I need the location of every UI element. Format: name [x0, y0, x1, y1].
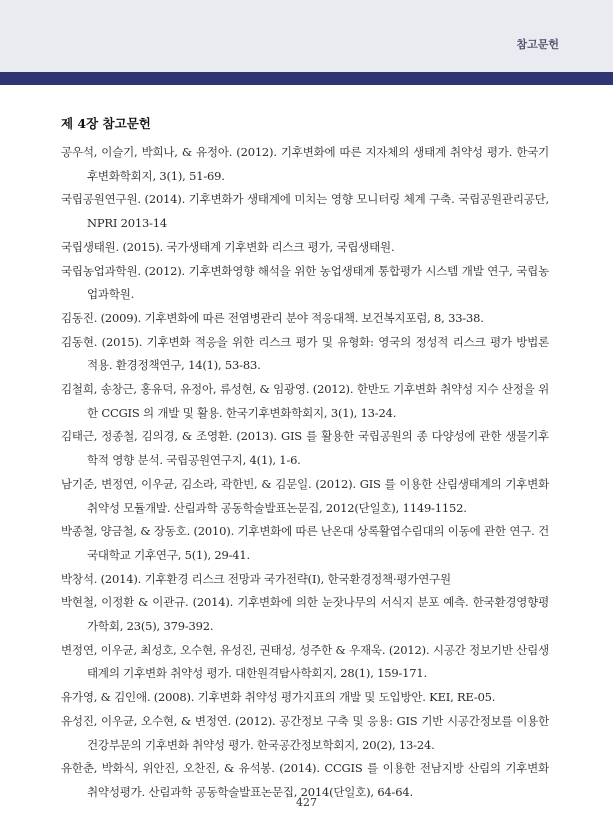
- main-content: [61, 112, 549, 805]
- reference-list: [61, 141, 549, 805]
- header-band: [0, 0, 613, 72]
- reference-item: 공우석, 이슬기, 박희나, & 유정아. (2012). 기후변화에 따른 지자체의 생태계 취약성 평가. 한국기후변화학회지, 3(1), 51-69.: [61, 145, 549, 183]
- reference-item: 김철희, 송창근, 홍유덕, 유정아, 류성현, & 임광영. (2012). 한반도 기후변화 취약성 지수 산정을 위한 CCGIS 의 개발 및 활용. 한국기후변화학회지, 3(1), 13-24.: [61, 382, 549, 420]
- reference-item: 국립생태원. (2015). 국가생태계 기후변화 리스크 평가, 국립생태원.: [61, 239, 395, 254]
- header-rule: [0, 72, 613, 85]
- reference-item: 국립공원연구원. (2014). 기후변화가 생태계에 미치는 영향 모니터링 체계 구축. 국립공원관리공단, NPRI 2013-14: [61, 192, 549, 231]
- reference-item: 박종철, 양금철, & 장동호. (2010). 기후변화에 따른 난온대 상록활엽수림대의 이동에 관한 연구. 건국대학교 기후연구, 5(1), 29-41.: [61, 524, 549, 562]
- reference-item: 유가영, & 김인애. (2008). 기후변화 취약성 평가지표의 개발 및 도입방안. KEI, RE-05.: [61, 690, 496, 705]
- reference-item: 국립농업과학원. (2012). 기후변화영향 해석을 위한 농업생태계 통합평가 시스템 개발 연구, 국립농업과학원.: [61, 263, 549, 302]
- reference-item: 남기준, 변정연, 이우균, 김소라, 곽한빈, & 김문일. (2012). GIS 를 이용한 산림생태계의 기후변화 취약성 모듈개발. 산림과학 공동학술발표논문집, 2012(단일호), 1149-1152.: [61, 476, 549, 515]
- reference-item: 김동현. (2015). 기후변화 적응을 위한 리스크 평가 및 유형화: 영국의 정성적 리스크 평가 방법론 적용. 환경정책연구, 14(1), 53-83.: [61, 334, 549, 373]
- section-label: 참고문헌: [516, 38, 559, 51]
- section-title: 제 4장 참고문헌: [61, 116, 151, 131]
- reference-item: 박창석. (2014). 기후환경 리스크 전망과 국가전략(Ⅰ), 한국환경정책·평가연구원: [61, 571, 451, 586]
- reference-item: 변정연, 이우균, 최성호, 오수현, 유성진, 권태성, 성주한 & 우재욱. (2012). 시공간 정보기반 산림생태계의 기후변화 취약성 평가. 대한원격탐사학회지, 28(1), 159-171.: [61, 642, 549, 681]
- page-number: 427: [296, 796, 317, 809]
- reference-item: 박현철, 이정환 & 이관규. (2014). 기후변화에 의한 눈잣나무의 서식지 분포 예측. 한국환경영향평가학회, 23(5), 379-392.: [61, 595, 549, 634]
- reference-item: 김태근, 정종철, 김의경, & 조영환. (2013). GIS 를 활용한 국립공원의 종 다양성에 관한 생물기후학적 영향 분석. 국립공원연구지, 4(1), 1-6.: [61, 429, 549, 468]
- reference-item: 김동진. (2009). 기후변화에 따른 전염병관리 분야 적응대책. 보건복지포럼, 8, 33-38.: [61, 310, 484, 325]
- reference-item: 유성진, 이우균, 오수현, & 변정연. (2012). 공간정보 구축 및 응용: GIS 기반 시공간정보를 이용한 건강부문의 기후변화 취약성 평가. 한국공간정보학회지, 20(2), 13-24.: [61, 713, 549, 752]
- reference-item: 유한춘, 박화식, 위안진, 오찬진, & 유석봉. (2014). CCGIS 를 이용한 전남지방 산림의 기후변화 취약성평가. 산림과학 공동학술발표논문집, 2014(단일호), 64-64.: [61, 761, 549, 799]
